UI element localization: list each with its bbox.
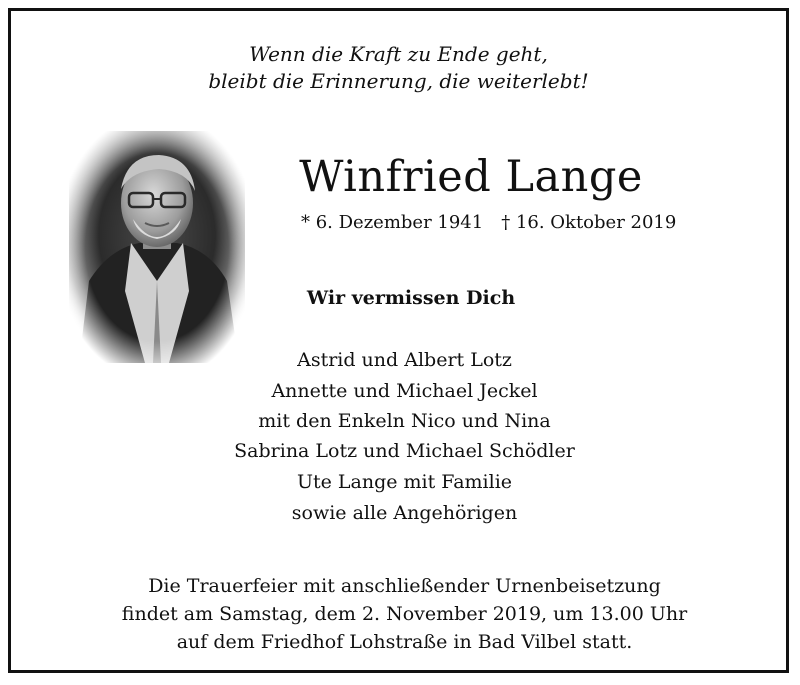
mourner-line: Astrid und Albert Lotz	[297, 349, 512, 371]
service-line-2: findet am Samstag, dem 2. November 2019, um 13.00 Uhr	[121, 603, 688, 625]
farewell-message: Wir vermissen Dich	[306, 287, 516, 309]
service-line-1: Die Trauerfeier mit anschließender Urnenbeisetzung	[148, 575, 661, 597]
service-line-3: auf dem Friedhof Lohstraße in Bad Vilbel statt.	[176, 631, 633, 653]
mourner-line: Sabrina Lotz und Michael Schödler	[234, 440, 575, 462]
mourner-line: Annette und Michael Jeckel	[271, 380, 538, 402]
life-dates	[301, 211, 676, 235]
deceased-name: Winfried Lange	[299, 152, 643, 202]
motto-line-2: bleibt die Erinnerung, die weiterlebt!	[208, 69, 589, 93]
birth-date: * 6. Dezember 1941	[301, 212, 484, 233]
obituary-notice	[8, 8, 789, 673]
mourners-list	[11, 345, 798, 529]
portrait-photo-image	[69, 131, 245, 363]
motto	[11, 41, 786, 95]
mourner-line: sowie alle Angehörigen	[291, 502, 518, 524]
portrait-photo	[69, 131, 245, 363]
death-date: † 16. Oktober 2019	[501, 212, 677, 233]
motto-line-1: Wenn die Kraft zu Ende geht,	[249, 42, 548, 66]
mourner-line: mit den Enkeln Nico und Nina	[258, 410, 551, 432]
service-info	[11, 572, 798, 656]
mourner-line: Ute Lange mit Familie	[296, 471, 513, 493]
